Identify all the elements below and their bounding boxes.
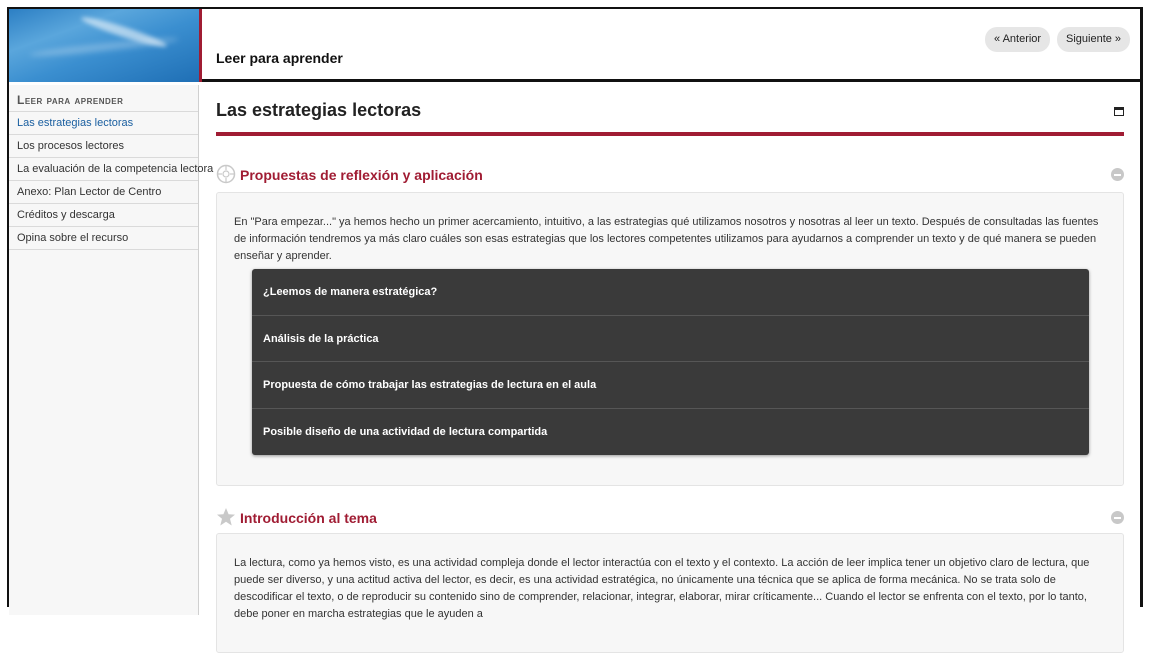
section-box-propuestas — [216, 192, 1124, 486]
collapse-button[interactable] — [1111, 511, 1124, 524]
app-frame — [7, 7, 1143, 620]
accordion-item[interactable]: Posible diseño de una actividad de lectura compartida — [263, 425, 548, 438]
sidebar-item-opina[interactable]: Opina sobre el recurso — [9, 227, 198, 250]
maximize-icon[interactable] — [1114, 107, 1124, 116]
sidebar — [9, 85, 214, 615]
section-text: La lectura, como ya hemos visto, es una actividad compleja donde el lector interactúa con el texto y el contexto. La acción de leer implica tener un objetivo claro de lectura, que puede ser diverso, y una actitud activa del lector, es decir, es una actividad estratégica, no únicamente una técnica que se aplica de forma mecánica. No se trata solo de descodificar el texto, o de reproducir su contenido sino de comprender, relacionar, integrar, elaborar, mirar críticamente... Cuando el lector se enfrenta con el texto, por lo tanto, debe poner en marcha estrategias que le ayuden a — [234, 557, 1090, 620]
section-text: En "Para empezar..." ya hemos hecho un primer acercamiento, intuitivo, a las estrategias qué utilizamos nosotros y nosotras al leer un texto. Después de consultadas las fuentes de información tendremos ya más claro cuáles son esas estrategias que los lectores competentes utilizamos para ayudarnos a comprender un texto y de qué manera se pueden enseñar y aprender. — [234, 216, 1099, 262]
star-icon — [216, 507, 236, 527]
page-title: Las estrategias lectoras — [216, 100, 422, 120]
section-header-propuestas — [216, 164, 1124, 190]
accordion-item[interactable]: Propuesta de cómo trabajar las estrategias de lectura en el aula — [252, 362, 1089, 409]
sidebar-item-anexo[interactable]: Anexo: Plan Lector de Centro — [9, 181, 198, 204]
title-rule — [216, 132, 1124, 136]
next-button[interactable]: Siguiente » — [1057, 27, 1130, 52]
sidebar-item-creditos[interactable]: Créditos y descarga — [9, 204, 198, 227]
sidebar-item-procesos-lectores[interactable]: Los procesos lectores — [9, 135, 198, 158]
sidebar-item-evaluacion[interactable]: La evaluación de la competencia lectora — [9, 158, 198, 181]
main-content — [216, 85, 1124, 620]
document-title: Leer para aprender — [216, 50, 343, 66]
accordion-item[interactable]: ¿Leemos de manera estratégica? — [252, 269, 1089, 316]
collapse-button[interactable] — [1111, 168, 1124, 181]
previous-button[interactable]: « Anterior — [985, 27, 1050, 52]
accordion — [252, 269, 1089, 455]
section-header-introduccion — [216, 507, 1124, 533]
logo-banner — [9, 9, 199, 82]
section-title: Propuestas de reflexión y aplicación — [240, 167, 483, 183]
accordion-item[interactable]: Análisis de la práctica — [252, 316, 1089, 363]
section-box-introduccion — [216, 533, 1124, 653]
globe-icon — [216, 164, 236, 184]
header — [9, 9, 1140, 82]
sidebar-heading: Leer para aprender — [9, 85, 198, 112]
section-title: Introducción al tema — [240, 510, 377, 526]
header-divider — [199, 9, 202, 82]
sidebar-item-estrategias-lectoras[interactable]: Las estrategias lectoras — [9, 112, 198, 135]
